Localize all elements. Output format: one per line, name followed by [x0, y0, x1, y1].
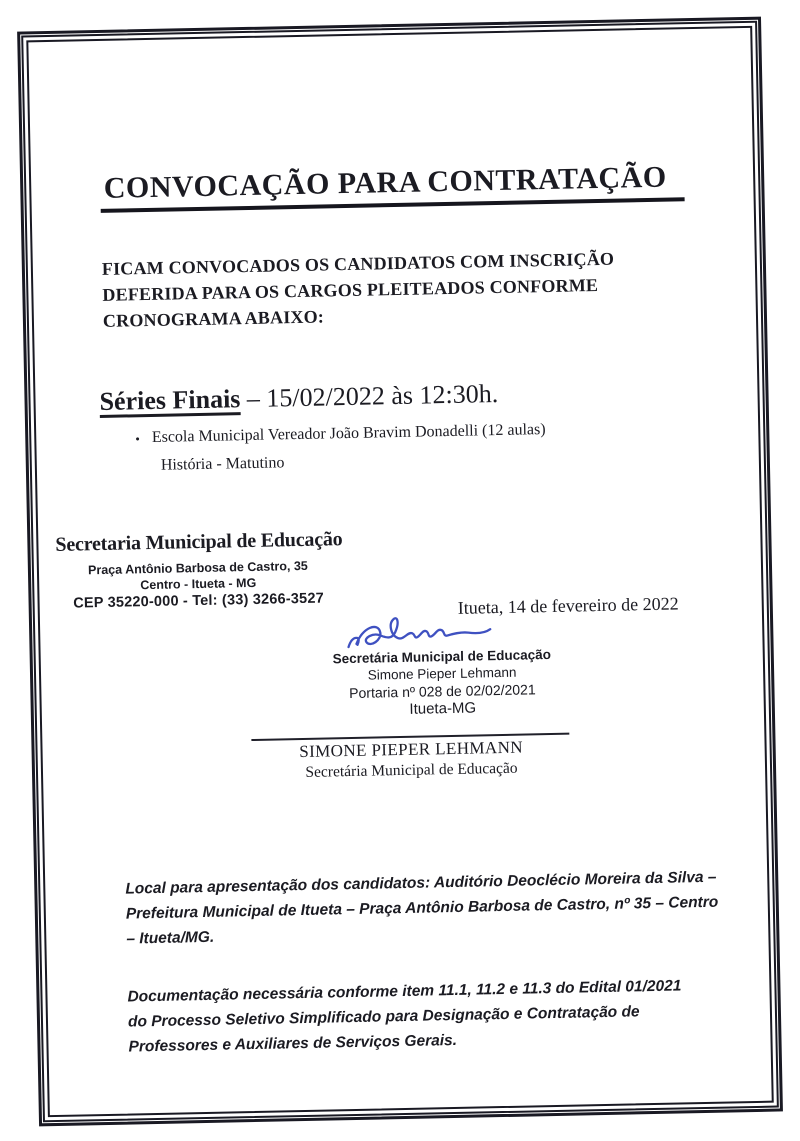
signature-stamp: [304, 614, 580, 719]
stamp-role: Secretária Municipal de Educação: [332, 646, 552, 667]
intro-paragraph: FICAM CONVOCADOS OS CANDIDATOS COM INSCRIÇÃO DEFERIDA PARA OS CARGOS PLEITEADOS CONFORME CRONOGRAMA ABAIXO:: [101, 248, 615, 332]
stamp-ordinance: Portaria nº 028 de 02/02/2021: [349, 681, 536, 702]
signer-role: Secretária Municipal de Educação: [305, 759, 518, 781]
date-line: Itueta, 14 de fevereiro de 2022: [457, 593, 679, 618]
schedule-heading-datetime: – 15/02/2022 às 12:30h.: [240, 378, 499, 414]
school-name: Escola Municipal Vereador João Bravim Donadelli (12 aulas): [151, 421, 546, 446]
note-location: Local para apresentação dos candidatos: Auditório Deoclécio Moreira da Silva – Prefeitura Municipal de Itueta – Praça Antônio Barbosa de Castro, nº 35 – Centro – Itueta/MG.: [125, 868, 719, 948]
signature-block: [228, 736, 594, 783]
signer-name: SIMONE PIEPER LEHMANN: [299, 737, 524, 762]
stamp-org-name: Secretaria Municipal de Educação: [55, 528, 343, 556]
address-stamp: [55, 528, 341, 612]
stamp-person-name: Simone Pieper Lehmann: [367, 664, 517, 683]
note-documentation: Documentação necessária conforme item 11.1, 11.2 e 11.3 do Edital 01/2021 do Processo Seletivo Simplificado para Designação e Contratação de Professores e Auxiliares de Serviços Gerais.: [127, 977, 682, 1056]
handwritten-signature: [342, 613, 538, 661]
page-title: CONVOCAÇÃO PARA CONTRATAÇÃO: [99, 160, 685, 213]
stamp-district: Centro - Itueta - MG: [140, 575, 257, 593]
stamp-street: Praça Antônio Barbosa de Castro, 35: [87, 558, 308, 578]
stamp-city: Itueta-MG: [409, 699, 477, 718]
bullet-icon: •: [135, 431, 141, 447]
schedule-heading-label: Séries Finais: [99, 384, 241, 416]
stamp-cep-phone: CEP 35220-000 - Tel: (33) 3266-3527: [73, 590, 325, 612]
title-row: [0, 138, 793, 235]
subject-shift: História - Matutino: [160, 454, 285, 474]
